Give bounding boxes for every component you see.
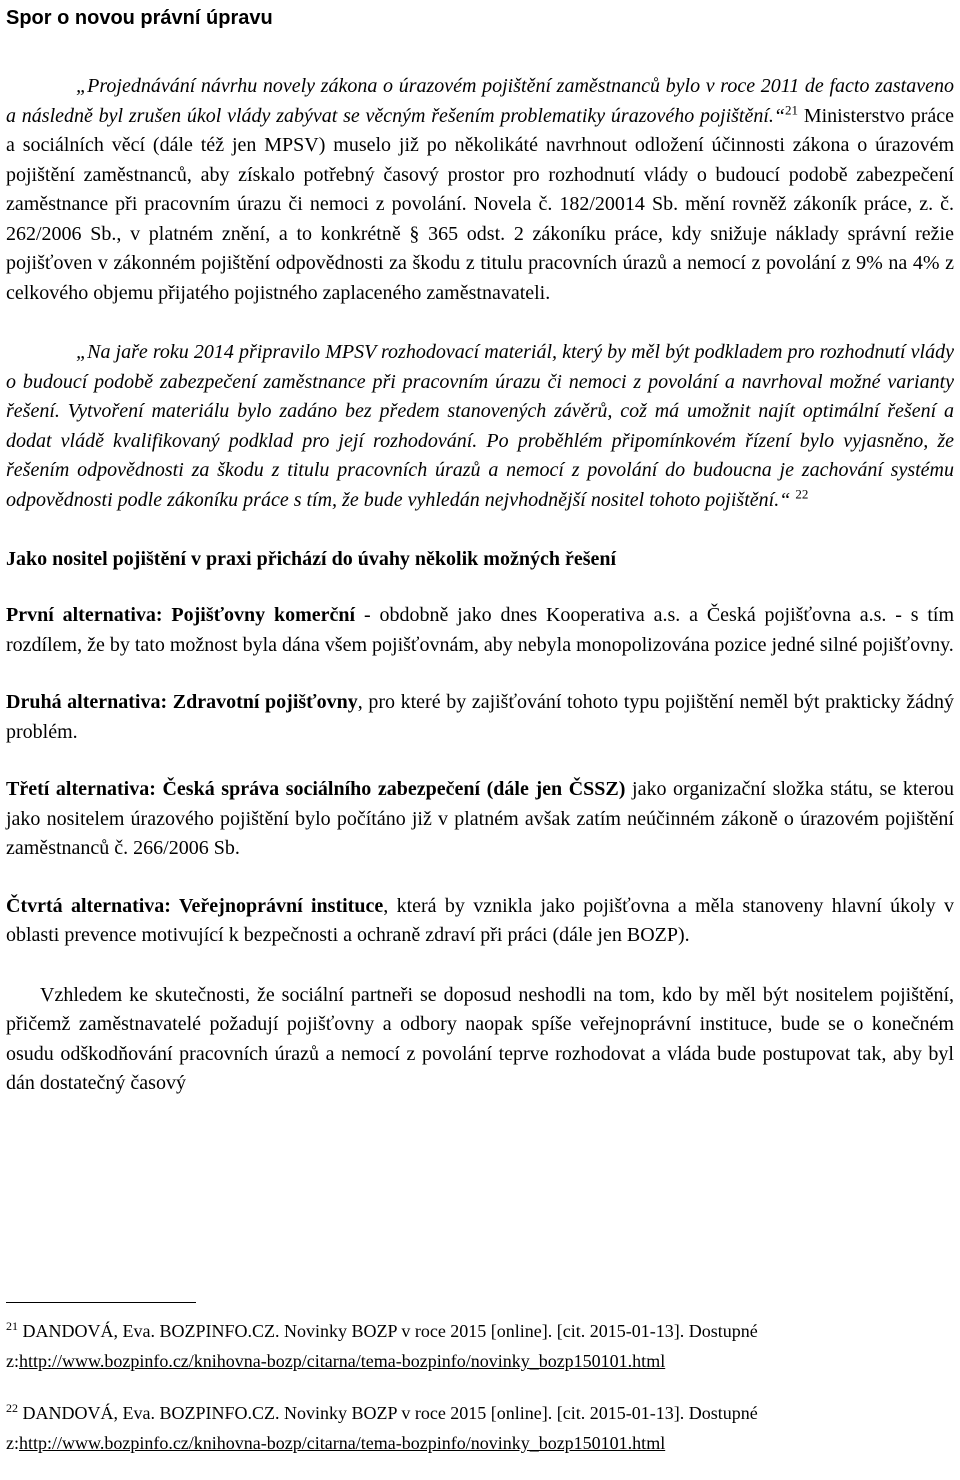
footnote-22-text: DANDOVÁ, Eva. BOZPINFO.CZ. Novinky BOZP v roce 2015 [online]. [cit. 2015-01-13]. Dostupné z: xyxy=(6,1403,758,1453)
section-heading: Spor o novou právní úpravu xyxy=(6,7,273,29)
footnote-22-link[interactable]: http://www.bozpinfo.cz/knihovna-bozp/citarna/tema-bozpinfo/novinky_bozp150101.html xyxy=(19,1433,666,1453)
footnote-22 xyxy=(6,1398,954,1458)
alternative-4-lead: Čtvrtá alternativa: Veřejnoprávní instituce xyxy=(6,894,384,917)
paragraph-2 xyxy=(6,338,954,515)
alternative-3-lead: Třetí alternativa: Česká správa sociálního zabezpečení (dále jen ČSSZ) xyxy=(6,778,626,800)
footnote-21-number: 21 xyxy=(6,1319,18,1333)
footnote-21 xyxy=(6,1316,954,1376)
quote-2: „Na jaře roku 2014 připravilo MPSV rozhodovací materiál, který by měl být podkladem pro rozhodnutí vlády o budoucí podobě zabezpečení zaměstnance při pracovním úrazu či nemoci z povolání a navrhoval možné varianty řešení. Vytvoření materiálu bylo zadáno bez předem stanovených závěrů, což má umožnit najít optimální řešení a dodat vládě kvalifikovaný podklad pro její rozhodování. Po proběhlém připomínkovém řízení bylo vyjasněno, že řešením odpovědnosti za škodu z titulu pracovních úrazů a nemocí z povolání do budoucna je zachování systému odpovědnosti podle zákoníku práce s tím, že bude vyhledán nejvhodnější nositel tohoto pojištění.“ xyxy=(6,341,954,511)
alternative-4 xyxy=(6,892,954,951)
alternative-2 xyxy=(6,688,954,747)
closing-paragraph: Vzhledem ke skutečnosti, že sociální partneři se doposud neshodli na tom, kdo by měl být nositelem pojištění, přičemž zaměstnavatelé požadují pojišťovny a odbory naopak spíše veřejnoprávní instituce, bude se o konečném osudu odškodňování pracovních úrazů a nemocí z povolání teprve rozhodovat a vláda bude postupovat tak, aby byl dán dostatečný časový xyxy=(6,983,954,1094)
alternative-2-text: , pro které by zajišťování tohoto typu pojištění neměl být prakticky žádný problém. xyxy=(6,691,954,743)
paragraph-1-text: Ministerstvo práce a sociálních věcí (dále též jen MPSV) muselo již po několikáté navrhnout odložení účinnosti zákona o úrazovém pojištění zaměstnanců, aby získalo potřebný časový prostor pro rozhodnutí vlády o budoucí podobě zabezpečení zaměstnance při pracovním úrazu či nemoci z povolání. Novela č. 182/20014 Sb. mění rovněž zákoník práce, z. č. 262/2006 Sb., v platném znění, a to konkrétně § 365 odst. 2 zákoníku práce, kdy snižuje náklady správní režie pojišťoven v zákonném pojištění odpovědnosti za škodu z titulu pracovních úrazů a nemocí z povolání z 9% na 4% z celkového objemu přijatého pojistného zaplaceného zaměstnavateli. xyxy=(6,104,955,304)
footnote-divider xyxy=(6,1302,196,1303)
alternative-1 xyxy=(6,601,954,660)
paragraph-1 xyxy=(6,72,954,308)
footnote-ref-22[interactable]: 22 xyxy=(795,485,809,501)
footnote-22-number: 22 xyxy=(6,1401,18,1415)
footnotes xyxy=(6,1316,954,1480)
alternative-4-text: , která by vznikla jako pojišťovna a měla stanoveny hlavní úkoly v oblasti prevence motivující k bezpečnosti a ochraně zdraví při práci (dále jen BOZP). xyxy=(6,894,954,946)
alternative-3 xyxy=(6,775,954,864)
alternative-2-lead: Druhá alternativa: Zdravotní pojišťovny xyxy=(6,691,358,713)
alternative-3-text: jako organizační složka státu, se kterou jako nositelem úrazového pojištění bylo počítáno již v platném avšak zatím neúčinném zákoně o úrazovém pojištění zaměstnanců č. 266/2006 Sb. xyxy=(6,778,954,859)
document-page xyxy=(6,0,954,1099)
alternative-1-lead: První alternativa: Pojišťovny komerční xyxy=(6,604,356,626)
alternative-1-text: - obdobně jako dnes Kooperativa a.s. a Česká pojišťovna a.s. - s tím rozdílem, že by tato možnost byla dána všem pojišťovnám, aby nebyla monopolizována pozice jedné silné pojišťovny. xyxy=(6,604,955,656)
quote-1: „Projednávání návrhu novely zákona o úrazovém pojištění zaměstnanců bylo v roce 2011 de facto zastaveno a následně byl zrušen úkol vlády zabývat se věcným řešením problematiky úrazového pojištění.“ xyxy=(6,75,954,127)
footnote-21-link[interactable]: http://www.bozpinfo.cz/knihovna-bozp/citarna/tema-bozpinfo/novinky_bozp150101.html xyxy=(19,1351,666,1371)
footnote-ref-21[interactable]: 21 xyxy=(785,101,799,117)
subheading: Jako nositel pojištění v praxi přichází do úvahy několik možných řešení xyxy=(6,548,617,570)
footnote-21-text: DANDOVÁ, Eva. BOZPINFO.CZ. Novinky BOZP v roce 2015 [online]. [cit. 2015-01-13]. Dostupné z: xyxy=(6,1321,758,1371)
